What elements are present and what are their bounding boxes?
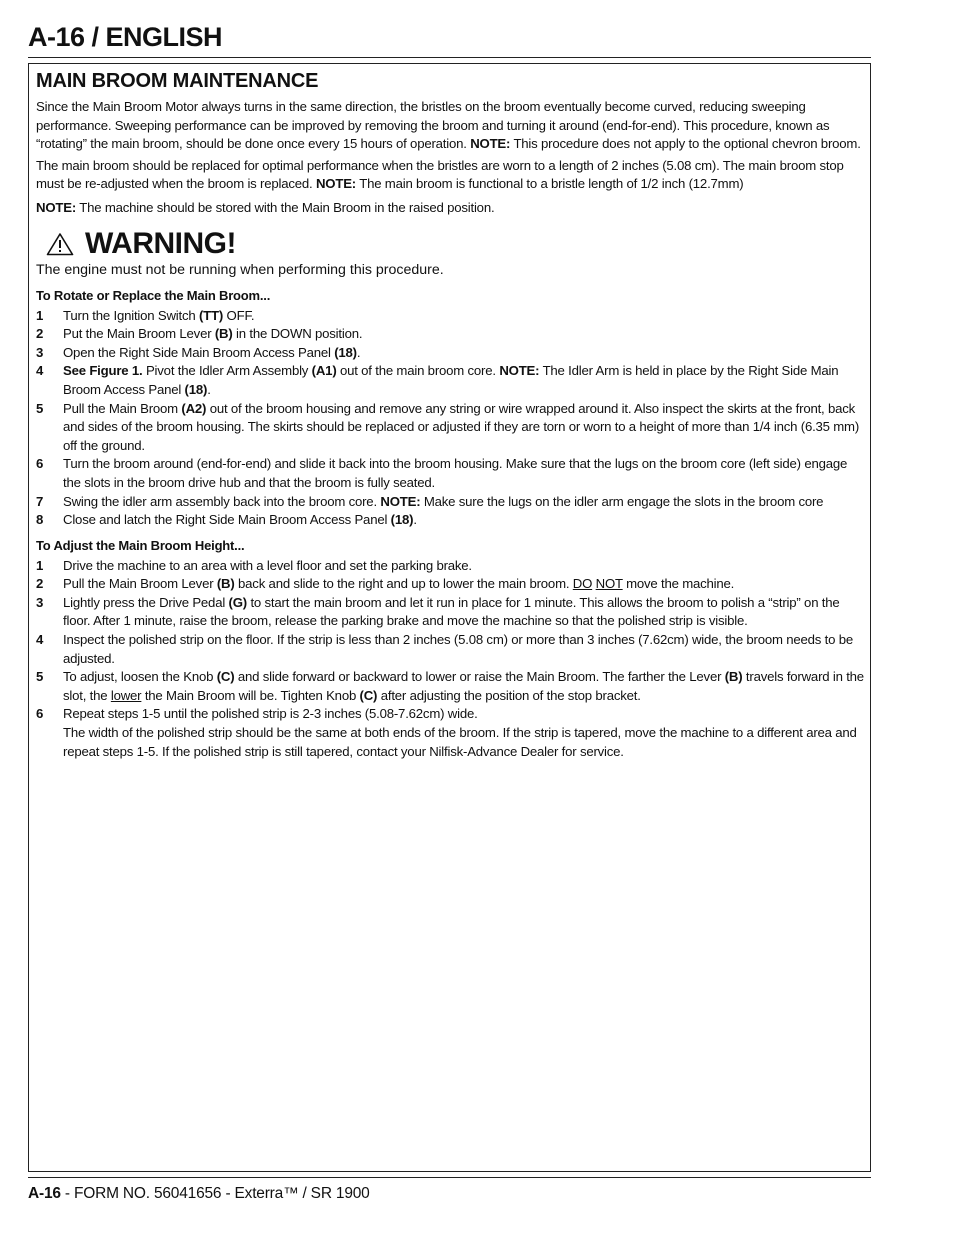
- list-item: 1 Turn the Ignition Switch (TT) OFF.: [36, 307, 255, 323]
- list-item: 5 Pull the Main Broom (A2) out of the broom housing and remove any string or wire wrapped around it. Also inspect the skirts at the front, back and sides of the broom housing. The skirts should be replaced or adjusted if they are torn or worn to a height of more than 1/4 inch (6.35 mm) off the ground.: [36, 400, 860, 453]
- list-item: 6 Repeat steps 1-5 until the polished strip is 2-3 inches (5.08-7.62cm) wide. The width of the polished strip should be the same at both ends of the broom. If the strip is tapered, move the machine to a different area and repeat steps 1-5. If the polished strip is still tapered, contact your Nilfisk-Advance Dealer for service.: [36, 706, 857, 759]
- rotate-steps: [36, 307, 864, 530]
- rotate-heading: To Rotate or Replace the Main Broom...: [36, 287, 271, 303]
- list-item: 2 Put the Main Broom Lever (B) in the DOWN position.: [36, 326, 363, 342]
- storage-note: NOTE: The machine should be stored with the Main Broom in the raised position.: [36, 199, 495, 215]
- content-box: [28, 63, 871, 1172]
- list-item: 3 Open the Right Side Main Broom Access Panel (18).: [36, 344, 361, 360]
- warning-text: The engine must not be running when performing this procedure.: [36, 261, 444, 278]
- section-title: MAIN BROOM MAINTENANCE: [36, 70, 319, 92]
- list-item: 4 Inspect the polished strip on the floor. If the strip is less than 2 inches (5.08 cm) or more than 3 inches (7.62cm) wide, the broom needs to be adjusted.: [36, 632, 853, 666]
- warning-title: WARNING!: [85, 226, 236, 260]
- warning-triangle-icon: [46, 232, 74, 256]
- list-item: 5 To adjust, loosen the Knob (C) and slide forward or backward to lower or raise the Main Broom. The farther the Lever (B) travels forward in the slot, the lower the Main Broom will be. Tighten Knob (C) after adjusting the position of the stop bracket.: [36, 669, 864, 703]
- page-footer: [28, 1185, 370, 1203]
- list-item: 3 Lightly press the Drive Pedal (G) to start the main broom and let it run in place for 1 minute. This allows the broom to polish a “strip” on the floor. After 1 minute, raise the broom, release the parking brake and move the machine so that the polished strip is visible.: [36, 594, 840, 629]
- list-item: 2 Pull the Main Broom Lever (B) back and slide to the right and up to lower the main broom. DO NOT move the machine.: [36, 576, 735, 592]
- list-item: 6 Turn the broom around (end-for-end) and slide it back into the broom housing. Make sure that the lugs on the broom core (left side) engage the slots in the broom drive hub and that the broom is fully seated.: [36, 456, 848, 490]
- warning-heading: [46, 227, 864, 261]
- list-item: 7 Swing the idler arm assembly back into the broom core. NOTE: Make sure the lugs on the idler arm engage the slots in the broom core: [36, 493, 824, 509]
- list-item: 8 Close and latch the Right Side Main Broom Access Panel (18).: [36, 512, 417, 528]
- step6-note: The width of the polished strip should be the same at both ends of the broom. If the strip is tapered, move the machine to a different area and repeat steps 1-5. If the polished strip is still tapered, contact your Nilfisk-Advance Dealer for service.: [63, 725, 857, 759]
- adjust-heading: To Adjust the Main Broom Height...: [36, 537, 245, 553]
- intro-paragraph-2: The main broom should be replaced for optimal performance when the bristles are worn to a length of 2 inches (5.08 cm). The main broom stop must be re-adjusted when the broom is replaced. NOTE: The main broom is functional to a bristle length of 1/2 inch (12.7mm): [36, 157, 844, 192]
- footer-page-number: A-16: [28, 1185, 61, 1202]
- adjust-steps: [36, 557, 864, 762]
- intro-paragraph-1: Since the Main Broom Motor always turns in the same direction, the bristles on the broom eventually become curved, reducing sweeping performance. Sweeping performance can be improved by removing the broom and turning it around (end-for-end). This procedure, known as “rotating” the main broom, should be done once every 15 hours of operation. NOTE: This procedure does not apply to the optional chevron broom.: [36, 99, 861, 152]
- list-item: 1 Drive the machine to an area with a level floor and set the parking brake.: [36, 557, 472, 573]
- header-rule: [28, 57, 871, 58]
- page-header: A-16 / ENGLISH: [28, 22, 223, 52]
- footer-form-info: - FORM NO. 56041656 - Exterra™ / SR 1900: [60, 1185, 370, 1202]
- content-inner: [36, 70, 864, 761]
- list-item: 4 See Figure 1. Pivot the Idler Arm Assembly (A1) out of the main broom core. NOTE: The Idler Arm is held in place by the Right Side Main Broom Access Panel (18).: [36, 363, 839, 397]
- footer-rule: [28, 1177, 871, 1178]
